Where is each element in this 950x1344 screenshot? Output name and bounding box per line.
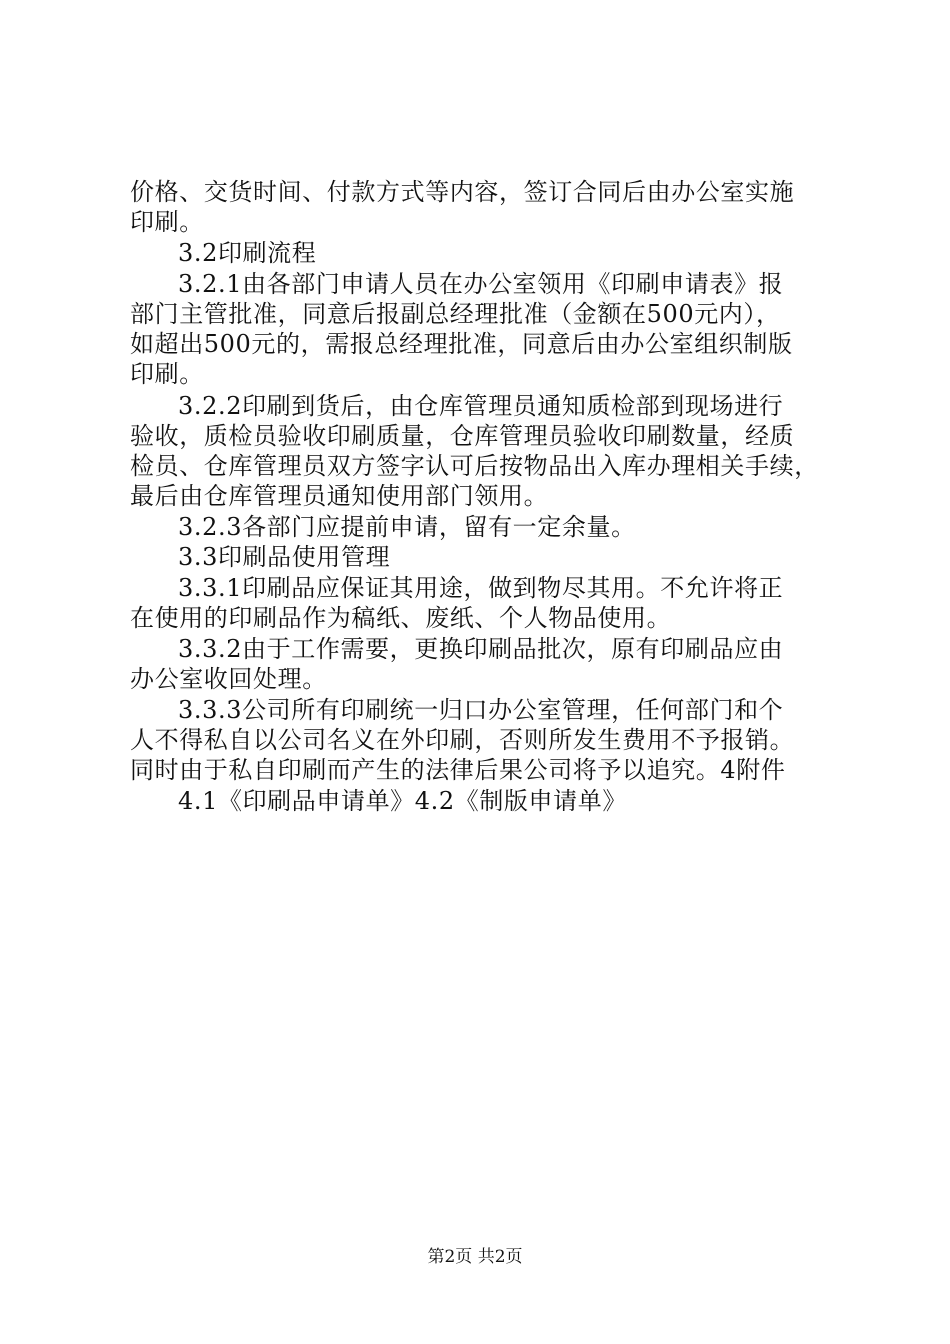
body-text-line: 印刷。	[130, 208, 204, 236]
attachments-line: 4.1《印刷品申请单》4.2《制版申请单》	[178, 787, 627, 815]
body-text-line: 最后由仓库管理员通知使用部门领用。	[130, 482, 549, 510]
body-text-line: 3.2.1由各部门申请人员在办公室领用《印刷申请表》报	[178, 270, 784, 298]
body-text-line: 同时由于私自印刷而产生的法律后果公司将予以追究。4附件	[130, 756, 786, 784]
body-text-line: 3.2.2印刷到货后，由仓库管理员通知质检部到现场进行	[178, 392, 784, 420]
body-text-line: 如超出500元的，需报总经理批准，同意后由办公室组织制版	[130, 330, 793, 358]
body-text-line: 印刷。	[130, 360, 204, 388]
body-text-line: 办公室收回处理。	[130, 665, 327, 693]
section-heading: 3.2印刷流程	[178, 239, 317, 267]
body-text-line: 在使用的印刷品作为稿纸、废纸、个人物品使用。	[130, 604, 672, 632]
body-text-line: 部门主管批准，同意后报副总经理批准（金额在500元内），	[130, 300, 781, 328]
body-text-line: 价格、交货时间、付款方式等内容，签订合同后由办公室实施	[130, 178, 795, 206]
page-footer: 第2页 共2页	[427, 1247, 523, 1267]
body-text-line: 3.3.3公司所有印刷统一归口办公室管理，任何部门和个	[178, 696, 784, 724]
body-text-line: 3.2.3各部门应提前申请，留有一定余量。	[178, 513, 636, 541]
section-heading: 3.3印刷品使用管理	[178, 543, 391, 571]
body-text-line: 3.3.2由于工作需要，更换印刷品批次，原有印刷品应由	[178, 635, 784, 663]
body-text-line: 3.3.1印刷品应保证其用途，做到物尽其用。不允许将正	[178, 574, 784, 602]
body-text-line: 人不得私自以公司名义在外印刷，否则所发生费用不予报销。	[130, 726, 795, 754]
body-text-line: 验收，质检员验收印刷质量，仓库管理员验收印刷数量，经质	[130, 422, 795, 450]
body-text-line: 检员、仓库管理员双方签字认可后按物品出入库办理相关手续，	[130, 452, 819, 480]
